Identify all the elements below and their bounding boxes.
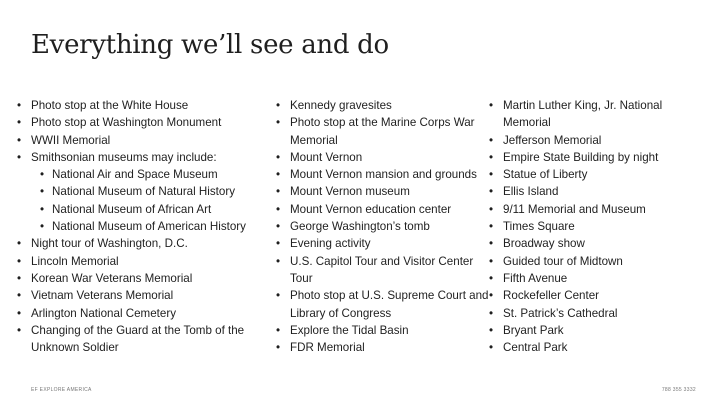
list-item: • Central Park — [489, 339, 701, 356]
list-item: • Statue of Liberty — [489, 166, 701, 183]
itinerary-column-3 — [489, 97, 701, 356]
list-item: • George Washington’s tomb — [276, 218, 491, 235]
list-item: • Empire State Building by night — [489, 149, 701, 166]
list-item: • Rockefeller Center — [489, 287, 701, 304]
sub-list-item: • National Air and Space Museum — [17, 166, 267, 183]
list-item: • Evening activity — [276, 235, 491, 252]
list-item: • Arlington National Cemetery — [17, 305, 267, 322]
list-item: • Martin Luther King, Jr. National Memorial — [489, 97, 701, 132]
bullet-list — [276, 97, 491, 356]
bullet-list — [489, 97, 701, 356]
list-item: • Vietnam Veterans Memorial — [17, 287, 267, 304]
list-item: • FDR Memorial — [276, 339, 491, 356]
slide-title: Everything we’ll see and do — [31, 30, 389, 60]
list-item: • Photo stop at the Marine Corps War Memorial — [276, 114, 491, 149]
list-item: • Mount Vernon museum — [276, 183, 491, 200]
list-item: • Explore the Tidal Basin — [276, 322, 491, 339]
list-item: • Ellis Island — [489, 183, 701, 200]
list-item: • Photo stop at the White House — [17, 97, 267, 114]
footer-phone: 788 355 3332 — [661, 387, 696, 393]
list-item: • Mount Vernon mansion and grounds — [276, 166, 491, 183]
sub-list-item: • National Museum of African Art — [17, 201, 267, 218]
list-item: • Changing of the Guard at the Tomb of the Unknown Soldier — [17, 322, 267, 357]
list-item: • Kennedy gravesites — [276, 97, 491, 114]
list-item: • St. Patrick’s Cathedral — [489, 305, 701, 322]
list-item: • Lincoln Memorial — [17, 253, 267, 270]
bullet-list — [17, 97, 267, 356]
list-item: • Fifth Avenue — [489, 270, 701, 287]
footer-brand: EF EXPLORE AMERICA — [31, 387, 92, 393]
itinerary-column-1 — [17, 97, 267, 356]
list-item: • WWII Memorial — [17, 132, 267, 149]
list-item: • Mount Vernon — [276, 149, 491, 166]
sub-list-item: • National Museum of American History — [17, 218, 267, 235]
list-item: • Photo stop at Washington Monument — [17, 114, 267, 131]
list-item: • Mount Vernon education center — [276, 201, 491, 218]
list-item: • Times Square — [489, 218, 701, 235]
list-item: • Photo stop at U.S. Supreme Court and Library of Congress — [276, 287, 491, 322]
list-item: • Jefferson Memorial — [489, 132, 701, 149]
list-item: • 9/11 Memorial and Museum — [489, 201, 701, 218]
list-item: • Night tour of Washington, D.C. — [17, 235, 267, 252]
sub-list-item: • National Museum of Natural History — [17, 183, 267, 200]
list-item: • Broadway show — [489, 235, 701, 252]
list-item: • Korean War Veterans Memorial — [17, 270, 267, 287]
list-item: • Bryant Park — [489, 322, 701, 339]
list-item: • Guided tour of Midtown — [489, 253, 701, 270]
list-item: • U.S. Capitol Tour and Visitor Center Tour — [276, 253, 491, 288]
itinerary-column-2 — [276, 97, 491, 356]
list-item: • Smithsonian museums may include: — [17, 149, 267, 166]
